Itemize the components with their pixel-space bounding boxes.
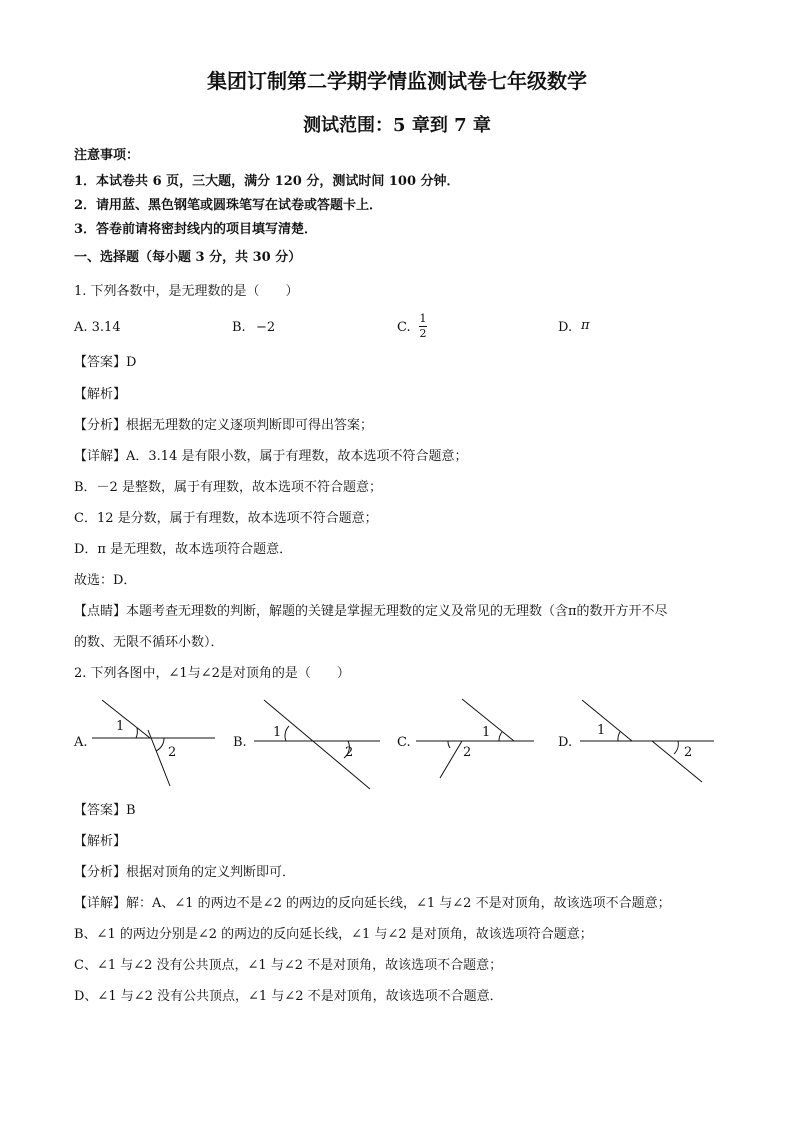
page-title: 集团订制第二学期学情监测试卷七年级数学 xyxy=(207,69,587,93)
q2-figure-d-label: D. xyxy=(558,735,573,750)
q1-choose: 故选：D． xyxy=(74,573,137,588)
q1-analysis-label: 【解析】 xyxy=(74,387,127,402)
section-heading: 一、选择题（每小题 3 分，共 30 分） xyxy=(74,250,302,265)
q2-figure-b-label: B. xyxy=(233,735,247,750)
q2-figure-d xyxy=(578,696,718,791)
q2-figure-a xyxy=(90,696,220,791)
q2-analysis: 【分析】根据对顶角的定义判断即可． xyxy=(74,865,296,880)
q1-option-d-label: D. xyxy=(558,320,573,335)
q2-detail: 【详解】解：A、∠1 的两边不是∠2 的两边的反向延长线，∠1 与∠2 不是对顶角，故该选项不合题意； xyxy=(74,896,671,911)
q1-comment: 的数、无限不循环小数）． xyxy=(74,635,224,650)
q1-fraction-denominator: 2 xyxy=(419,327,427,340)
q2-detail: D、∠1 与∠2 没有公共顶点，∠1 与∠2 不是对顶角，故该选项不合题意． xyxy=(74,989,503,1004)
q2-figure-c-angle-2: 2 xyxy=(463,745,472,760)
q1-fraction-numerator: 1 xyxy=(419,312,427,325)
q1-option-d-value: π xyxy=(581,318,590,333)
q2-figure-c-label: C. xyxy=(397,735,411,750)
q2-figure-a-angle-2: 2 xyxy=(168,745,177,760)
q2-figure-d-angle-2: 2 xyxy=(684,745,693,760)
q2-detail: C、∠1 与∠2 没有公共顶点，∠1 与∠2 不是对顶角，故该选项不合题意； xyxy=(74,958,503,973)
q1-stem: 1. 下列各数中，是无理数的是（ ） xyxy=(74,284,299,299)
q2-figure-b-angle-2: 2 xyxy=(345,745,354,760)
q1-answer: 【答案】D xyxy=(74,355,137,370)
q2-figure-b-angle-1: 1 xyxy=(273,725,282,740)
notes-heading: 注意事项： xyxy=(74,148,140,163)
q1-comment: 【点睛】本题考查无理数的判断，解题的关键是掌握无理数的定义及常见的无理数（含π的数开方开不尽 xyxy=(74,604,668,619)
q1-detail: B．－2 是整数，属于有理数，故本选项不符合题意； xyxy=(74,480,382,495)
q1-detail: D．π 是无理数，故本选项符合题意． xyxy=(74,542,293,557)
q2-figure-d-angle-1: 1 xyxy=(597,723,606,738)
q2-figure-a-angle-1: 1 xyxy=(116,719,125,734)
page-subtitle: 测试范围：5 章到 7 章 xyxy=(303,115,491,136)
q2-figure-c xyxy=(414,696,538,791)
q2-figure-b xyxy=(252,696,384,791)
note-item: 3．答卷前请将密封线内的项目填写清楚． xyxy=(74,222,318,237)
q1-option-b-value: −2 xyxy=(256,320,276,335)
q1-option-a: A. 3.14 xyxy=(74,320,121,335)
q1-option-b-label: B. xyxy=(232,320,246,335)
q2-stem: 2. 下列各图中，∠1与∠2是对顶角的是（ ） xyxy=(74,666,350,681)
q2-detail: B、∠1 的两边分别是∠2 的两边的反向延长线，∠1 与∠2 是对顶角，故该选项符合题意； xyxy=(74,927,593,942)
q2-figure-c-angle-1: 1 xyxy=(482,725,491,740)
note-item: 2．请用蓝、黑色钢笔或圆珠笔写在试卷或答题卡上． xyxy=(74,198,383,213)
q1-detail: C．12 是分数，属于有理数，故本选项不符合题意； xyxy=(74,511,378,526)
q1-detail: 【详解】A．3.14 是有限小数，属于有理数，故本选项不符合题意； xyxy=(74,449,468,464)
q1-option-c-label: C. xyxy=(397,320,411,335)
q2-figure-a-label: A. xyxy=(74,735,88,750)
q2-analysis-label: 【解析】 xyxy=(74,834,127,849)
note-item: 1．本试卷共 6 页，三大题，满分 120 分，测试时间 100 分钟． xyxy=(74,174,460,189)
q1-analysis: 【分析】根据无理数的定义逐项判断即可得出答案； xyxy=(74,418,374,433)
q2-answer: 【答案】B xyxy=(74,803,136,818)
